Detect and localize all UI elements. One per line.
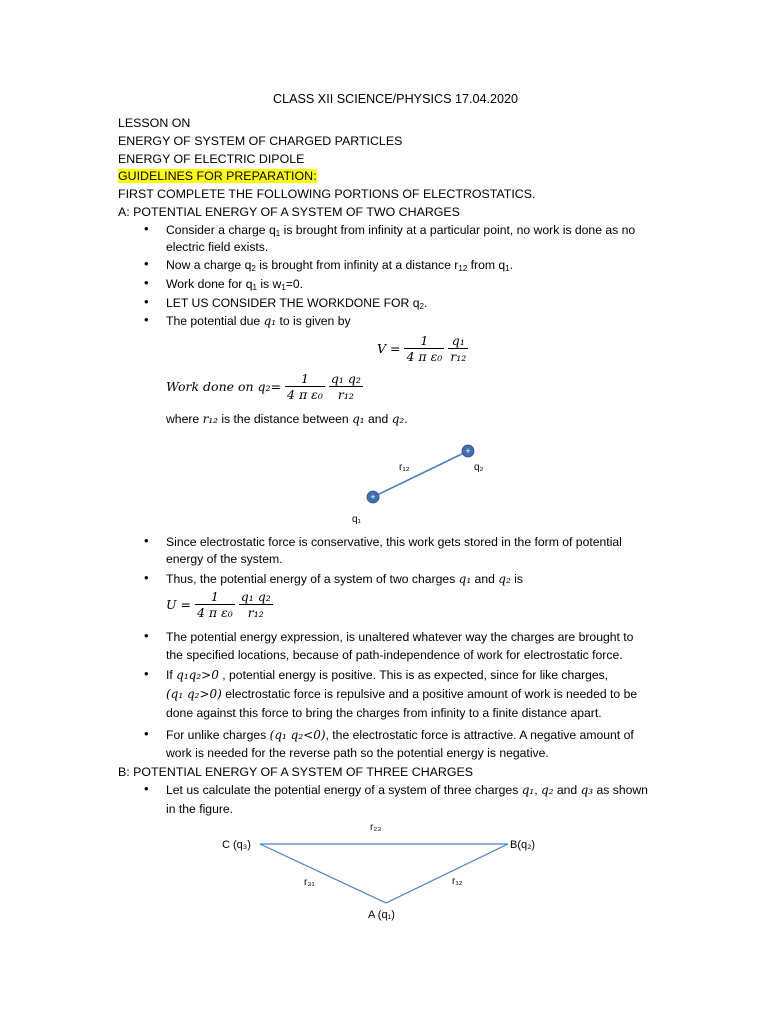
potential-equation: V = $\frac{1}{\text{4 π ε₀}}$ $\frac{\text{q₁}}{\text{r₁₂}}$: [377, 333, 467, 364]
bullet-text: Thus, the potential energy of a system of two charges q₁ and q₂ is: [166, 572, 523, 586]
r12-side: [386, 844, 508, 903]
bullet-text-cont: energy of the system.: [166, 552, 283, 566]
bullet-text-cont: the specified locations, because of path-independence of work for electrostatic force.: [166, 648, 623, 662]
two-charge-figure: [340, 440, 510, 530]
bullet-icon: •: [144, 294, 149, 309]
lesson-on-text: LESSON ON: [118, 116, 191, 130]
q2-label: q₂: [474, 462, 484, 473]
r23-label: r₂₃: [370, 822, 382, 833]
bullet-text: If q₁q₂>0 , potential energy is positive. This is as expected, since for like charges,: [166, 668, 609, 682]
page-title: CLASS XII SCIENCE/PHYSICS 17.04.2020: [273, 92, 518, 106]
bullet-icon: •: [144, 275, 149, 290]
section-b-heading: B: POTENTIAL ENERGY OF A SYSTEM OF THREE CHARGES: [118, 765, 474, 779]
q2-plus: +: [465, 446, 471, 456]
bullet-text: Since electrostatic force is conservative, this work gets stored in the form of potential: [166, 535, 622, 549]
vertex-a-label: A (q₁): [368, 909, 395, 921]
bullet-text-cont: done against this force to bring the charges from infinity to a finite distance apart.: [166, 706, 602, 720]
q1-plus: +: [370, 492, 376, 502]
r31-side: [260, 844, 386, 903]
bullet-icon: •: [144, 312, 149, 327]
bullet-text: LET US CONSIDER THE WORKDONE FOR $q_2$.: [166, 296, 428, 311]
lesson-topic-2: ENERGY OF ELECTRIC DIPOLE: [118, 152, 305, 166]
vertex-b-label: B(q₂): [510, 839, 536, 851]
bullet-text: Let us calculate the potential energy of a system of three charges q₁, q₂ and q₃ as shown: [166, 783, 648, 797]
bullet-icon: •: [144, 781, 149, 796]
bullet-text: The potential energy expression, is unaltered whatever way the charges are brought to: [166, 630, 634, 644]
bullet-text-cont: in the figure.: [166, 802, 234, 816]
bullet-icon: •: [144, 726, 149, 741]
r31-label: r₃₁: [304, 877, 315, 888]
bullet-text: Consider a charge $q_1$ is brought from infinity at a particular point, no work is done as no: [166, 223, 636, 238]
bullet-icon: •: [144, 570, 149, 585]
vertex-c-label: C (q₃): [222, 839, 251, 851]
q1-label: q₁: [352, 514, 361, 525]
bullet-text-cont: (q₁ q₂>0) electrostatic force is repulsive and a positive amount of work is needed to be: [166, 687, 638, 701]
bullet-icon: •: [144, 628, 149, 643]
r12-label: r₁₂: [452, 876, 463, 887]
where-text: where r₁₂ is the distance between q₁ and q₂.: [166, 412, 408, 426]
bullet-icon: •: [144, 256, 149, 271]
work-done-equation: Work done on q₂= $\frac{1}{\text{4 π ε₀}}$ $\frac{\text{q₁ q₂}}{\text{r₁₂}}$: [166, 371, 361, 402]
lesson-topic-1: ENERGY OF SYSTEM OF CHARGED PARTICLES: [118, 134, 403, 148]
bullet-text: Now a charge $q_2$ is brought from infinity at a distance $r_{12}$ from $q_1$.: [166, 258, 514, 273]
bullet-text-cont: work is needed for the reverse path so the potential energy is negative.: [166, 746, 549, 760]
bullet-icon: •: [144, 221, 149, 236]
bullet-icon: •: [144, 533, 149, 548]
bullet-icon: •: [144, 666, 149, 681]
section-a-heading: A: POTENTIAL ENERGY OF A SYSTEM OF TWO CHARGES: [118, 205, 460, 219]
bullet-text-cont: electric field exists.: [166, 240, 269, 254]
r12-line: [373, 451, 468, 497]
bullet-text: For unlike charges (q₁ q₂<0), the electrostatic force is attractive. A negative amount of: [166, 728, 634, 742]
guidelines-heading: GUIDELINES FOR PREPARATION:: [118, 169, 317, 183]
bullet-text: The potential due q₁ to is given by: [166, 314, 351, 328]
potential-energy-equation: U = $\frac{1}{\text{4 π ε₀}}$ $\frac{\text{q₁ q₂}}{\text{r₁₂}}$: [166, 589, 271, 620]
instruction-text: FIRST COMPLETE THE FOLLOWING PORTIONS OF ELECTROSTATICS.: [118, 187, 536, 201]
three-charge-triangle-figure: [220, 815, 560, 925]
r12-label: r₁₂: [399, 462, 410, 473]
bullet-text: Work done for $q_1$ is $w_1=0$.: [166, 277, 304, 292]
